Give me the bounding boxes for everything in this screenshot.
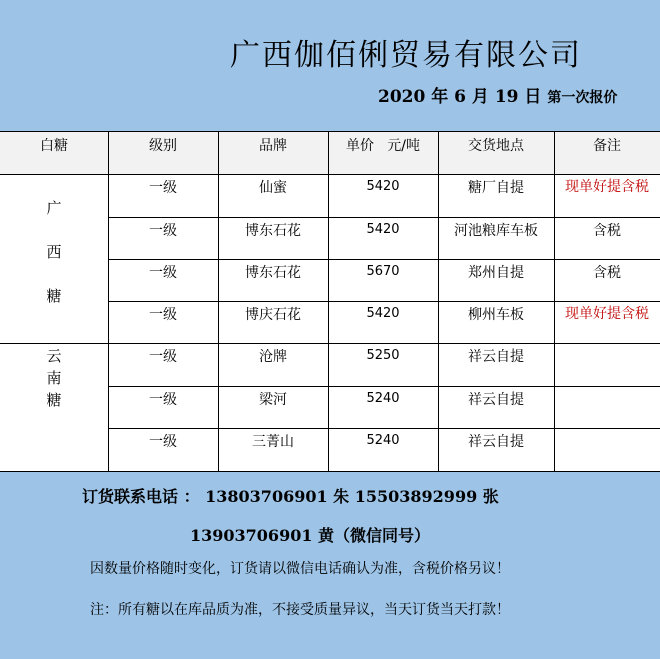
cell-price: 5240 — [366, 433, 400, 448]
divider — [108, 428, 660, 429]
divider — [108, 301, 660, 302]
cell-price: 5420 — [366, 179, 400, 194]
column-header-brand: 品牌 — [259, 138, 287, 154]
divider — [554, 132, 555, 174]
footer-banner — [0, 471, 660, 659]
cell-location: 祥云自提 — [468, 392, 524, 408]
divider — [328, 175, 329, 471]
cell-grade: 一级 — [149, 180, 177, 196]
divider — [218, 175, 219, 471]
cell-note: 含税 — [593, 223, 621, 239]
group-label-char: 糖 — [46, 287, 62, 305]
group-label-char: 南 — [46, 369, 62, 387]
cell-location: 祥云自提 — [468, 349, 524, 365]
cell-price: 5670 — [366, 264, 400, 279]
quote-round-tag: 第一次报价 — [547, 90, 618, 106]
group-label-guangxi — [0, 197, 108, 307]
group-label-char: 西 — [46, 243, 62, 261]
cell-price: 5250 — [366, 348, 400, 363]
cell-grade: 一级 — [149, 223, 177, 239]
divider — [328, 132, 329, 174]
divider — [108, 386, 660, 387]
cell-location: 祥云自提 — [468, 434, 524, 450]
cell-grade: 一级 — [149, 307, 177, 323]
cell-note: 含税 — [593, 265, 621, 281]
column-header-sugar: 白糖 — [40, 138, 68, 154]
cell-brand: 仙蜜 — [259, 180, 287, 196]
cell-price: 5420 — [366, 306, 400, 321]
divider — [438, 132, 439, 174]
cell-grade: 一级 — [149, 434, 177, 450]
cell-note: 现单好提含税 — [565, 179, 649, 195]
divider — [554, 175, 555, 471]
divider — [108, 217, 660, 218]
price-change-notice: 因数量价格随时变化，订货请以微信电话确认为准，含税价格另议！ — [90, 561, 510, 577]
divider — [438, 175, 439, 471]
group-label-yunnan — [0, 345, 108, 411]
contact-phones-line1: 订货联系电话 ： 13803706901 朱 15503892999 张 — [82, 487, 499, 506]
divider — [108, 259, 660, 260]
quote-date-line — [378, 82, 617, 107]
divider — [108, 175, 109, 471]
cell-brand: 博东石花 — [245, 223, 301, 239]
quality-terms-notice: 注：所有糖以在库品质为准，不接受质量异议，当天订货当天打款！ — [90, 602, 510, 618]
group-label-char: 糖 — [46, 391, 62, 409]
cell-location: 糖厂自提 — [468, 180, 524, 196]
cell-location: 河池粮库车板 — [454, 223, 538, 239]
cell-note: 现单好提含税 — [565, 306, 649, 322]
cell-brand: 博庆石花 — [245, 307, 301, 323]
column-header-note: 备注 — [593, 138, 621, 154]
company-name: 广西伽佰俐贸易有限公司 — [230, 38, 582, 73]
divider — [218, 132, 219, 174]
cell-grade: 一级 — [149, 392, 177, 408]
column-header-location: 交货地点 — [468, 138, 524, 154]
quote-date: 2020 年 6 月 19 日 — [378, 87, 542, 107]
price-table-body — [0, 175, 660, 471]
cell-price: 5420 — [366, 222, 400, 237]
cell-brand: 三菁山 — [252, 434, 294, 450]
cell-grade: 一级 — [149, 265, 177, 281]
contact-phones-line2: 13903706901 黄（微信同号） — [190, 526, 431, 545]
group-label-char: 云 — [46, 347, 62, 365]
column-header-grade: 级别 — [149, 138, 177, 154]
cell-location: 柳州车板 — [468, 307, 524, 323]
table-column-header — [0, 131, 660, 175]
group-label-char: 广 — [46, 199, 62, 217]
divider — [108, 132, 109, 174]
cell-grade: 一级 — [149, 349, 177, 365]
cell-brand: 博东石花 — [245, 265, 301, 281]
column-header-price: 单价 元/吨 — [345, 138, 421, 154]
cell-price: 5240 — [366, 391, 400, 406]
divider — [0, 343, 660, 344]
cell-location: 郑州自提 — [468, 265, 524, 281]
cell-brand: 梁河 — [259, 392, 287, 408]
cell-brand: 沧牌 — [259, 349, 287, 365]
header-banner — [0, 0, 660, 131]
